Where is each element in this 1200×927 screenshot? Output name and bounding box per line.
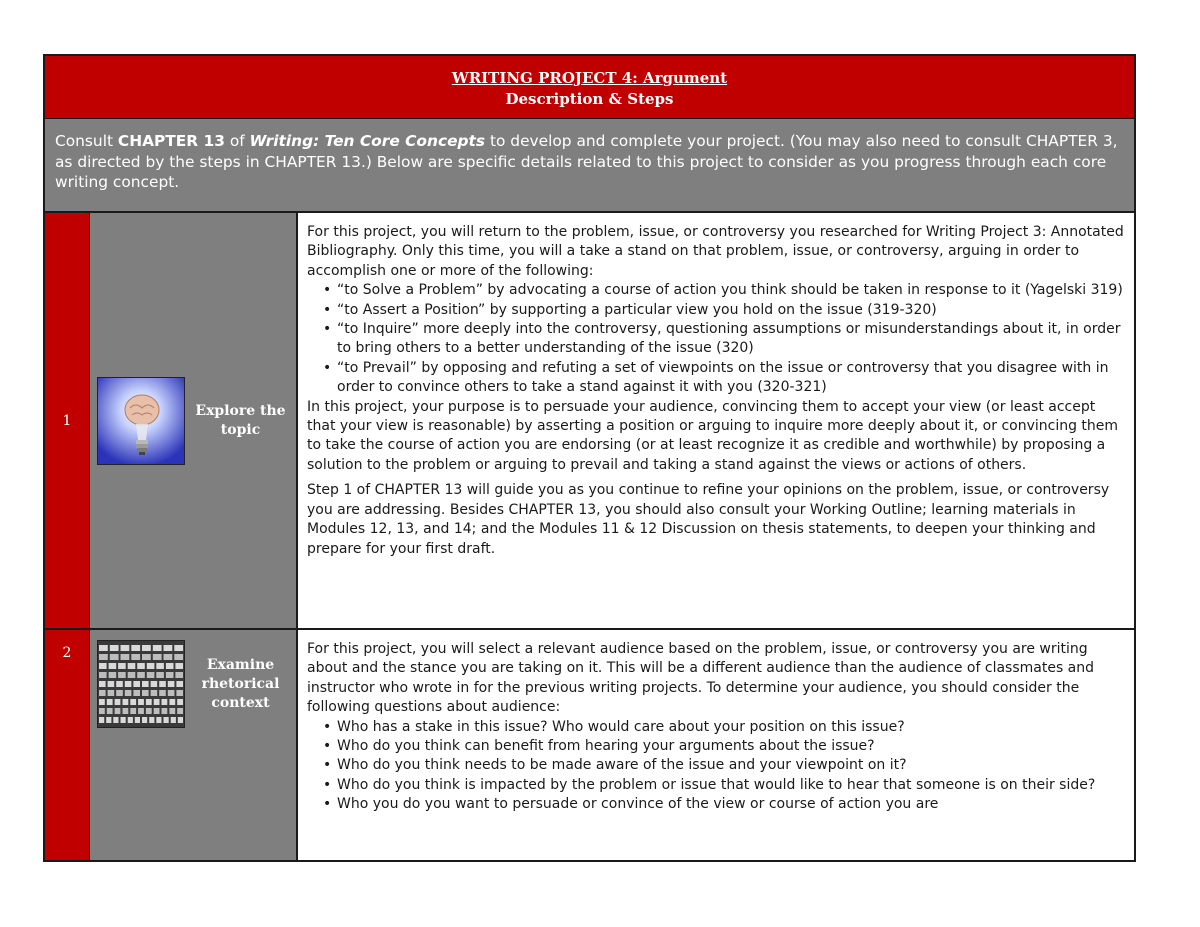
intro-band [45,119,1134,211]
lightbulb-brain-icon [97,377,185,465]
step-row-2 [45,628,1134,860]
intro-prefix: Consult [55,132,118,150]
list-item: • Who you do you want to persuade or convince of the view or course of action you are [323,795,1124,814]
step-intro-paragraph: For this project, you will select a relevant audience based on the problem, issue, or controversy you are writing about and the stance you are taking on it. This will be a different audience than the audience of classmates and instructor who wrote in for the previous writing projects. To determine your audience, you should consider the following questions about audience: [307,641,1095,716]
list-item: • “to Assert a Position” by supporting a particular view you hold on the issue (319-320) [323,301,1124,320]
list-item: • Who do you think can benefit from hearing your arguments about the issue? [323,737,1124,756]
project-document [43,54,1136,862]
step-intro-paragraph: For this project, you will return to the problem, issue, or controversy you researched for Writing Project 3: Annotated Bibliography. Only this time, you will a take a stand on that problem, issue, or controversy, arguing in order to accomplish one or more of the following: [307,224,1124,279]
intro-chapter: CHAPTER 13 [117,132,225,150]
step-content [298,630,1134,860]
step-number [45,630,90,860]
list-item: • “to Solve a Problem” by advocating a course of action you think should be taken in response to it (Yagelski 319) [323,281,1124,300]
step-bullet-list [307,718,1124,815]
step-bullet-list [307,281,1124,397]
step-label: Explore the topic [195,402,286,438]
list-item: • Who has a stake in this issue? Who would care about your position on this issue? [323,718,1124,737]
step-side-panel [90,630,298,860]
title-band [45,56,1134,119]
document-subtitle: Description & Steps [505,90,674,108]
intro-rest: to develop and complete your project. (You may also need to consult CHAPTER 3, as directed by the steps in CHAPTER 13.) Below are specific details related to this project to consider as you progress through each core writing concept. [55,132,1118,191]
auditorium-seats-icon [97,640,185,728]
step-number [45,213,90,628]
list-item: • “to Inquire” more deeply into the controversy, questioning assumptions or misunderstandings about it, in order to bring others to a better understanding of the issue (320) [323,320,1124,359]
intro-of: of [224,132,250,150]
document-title: WRITING PROJECT 4: Argument [451,69,728,87]
step-label: Examine rhetorical context [201,657,280,711]
step-purpose-paragraph: In this project, your purpose is to persuade your audience, convincing them to accept your view (or least accept that your view is reasonable) by asserting a position or arguing to inquire more deeply about it, or convincing them to take the course of action you are endorsing (or at least recognize it as credible and worthwhile) by proposing a solution to the problem or arguing to prevail and taking a stand against the views or actions of others. [307,398,1119,473]
step-row-1 [45,211,1134,628]
step-content [298,213,1134,628]
step-guide-paragraph: Step 1 of CHAPTER 13 will guide you as you continue to refine your opinions on the problem, issue, or controversy you are addressing. Besides CHAPTER 13, you should also consult your Working Outline; learning materials in Modules 12, 13, and 14; and the Modules 11 & 12 Discussion on thesis statements, to deepen your thinking and prepare for your first draft. [307,482,1110,557]
step-number-text: 1 [62,412,72,429]
step-number-text: 2 [62,645,72,661]
list-item: • Who do you think needs to be made aware of the issue and your viewpoint on it? [323,756,1124,775]
list-item: • Who do you think is impacted by the problem or issue that would like to hear that someone is on their side? [323,776,1124,795]
intro-book-title: Writing: Ten Core Concepts [249,132,486,150]
list-item: • “to Prevail” by opposing and refuting a set of viewpoints on the issue or controversy that you disagree with in order to convince others to take a stand against it with you (320-321) [323,359,1124,398]
step-side-panel [90,213,298,628]
